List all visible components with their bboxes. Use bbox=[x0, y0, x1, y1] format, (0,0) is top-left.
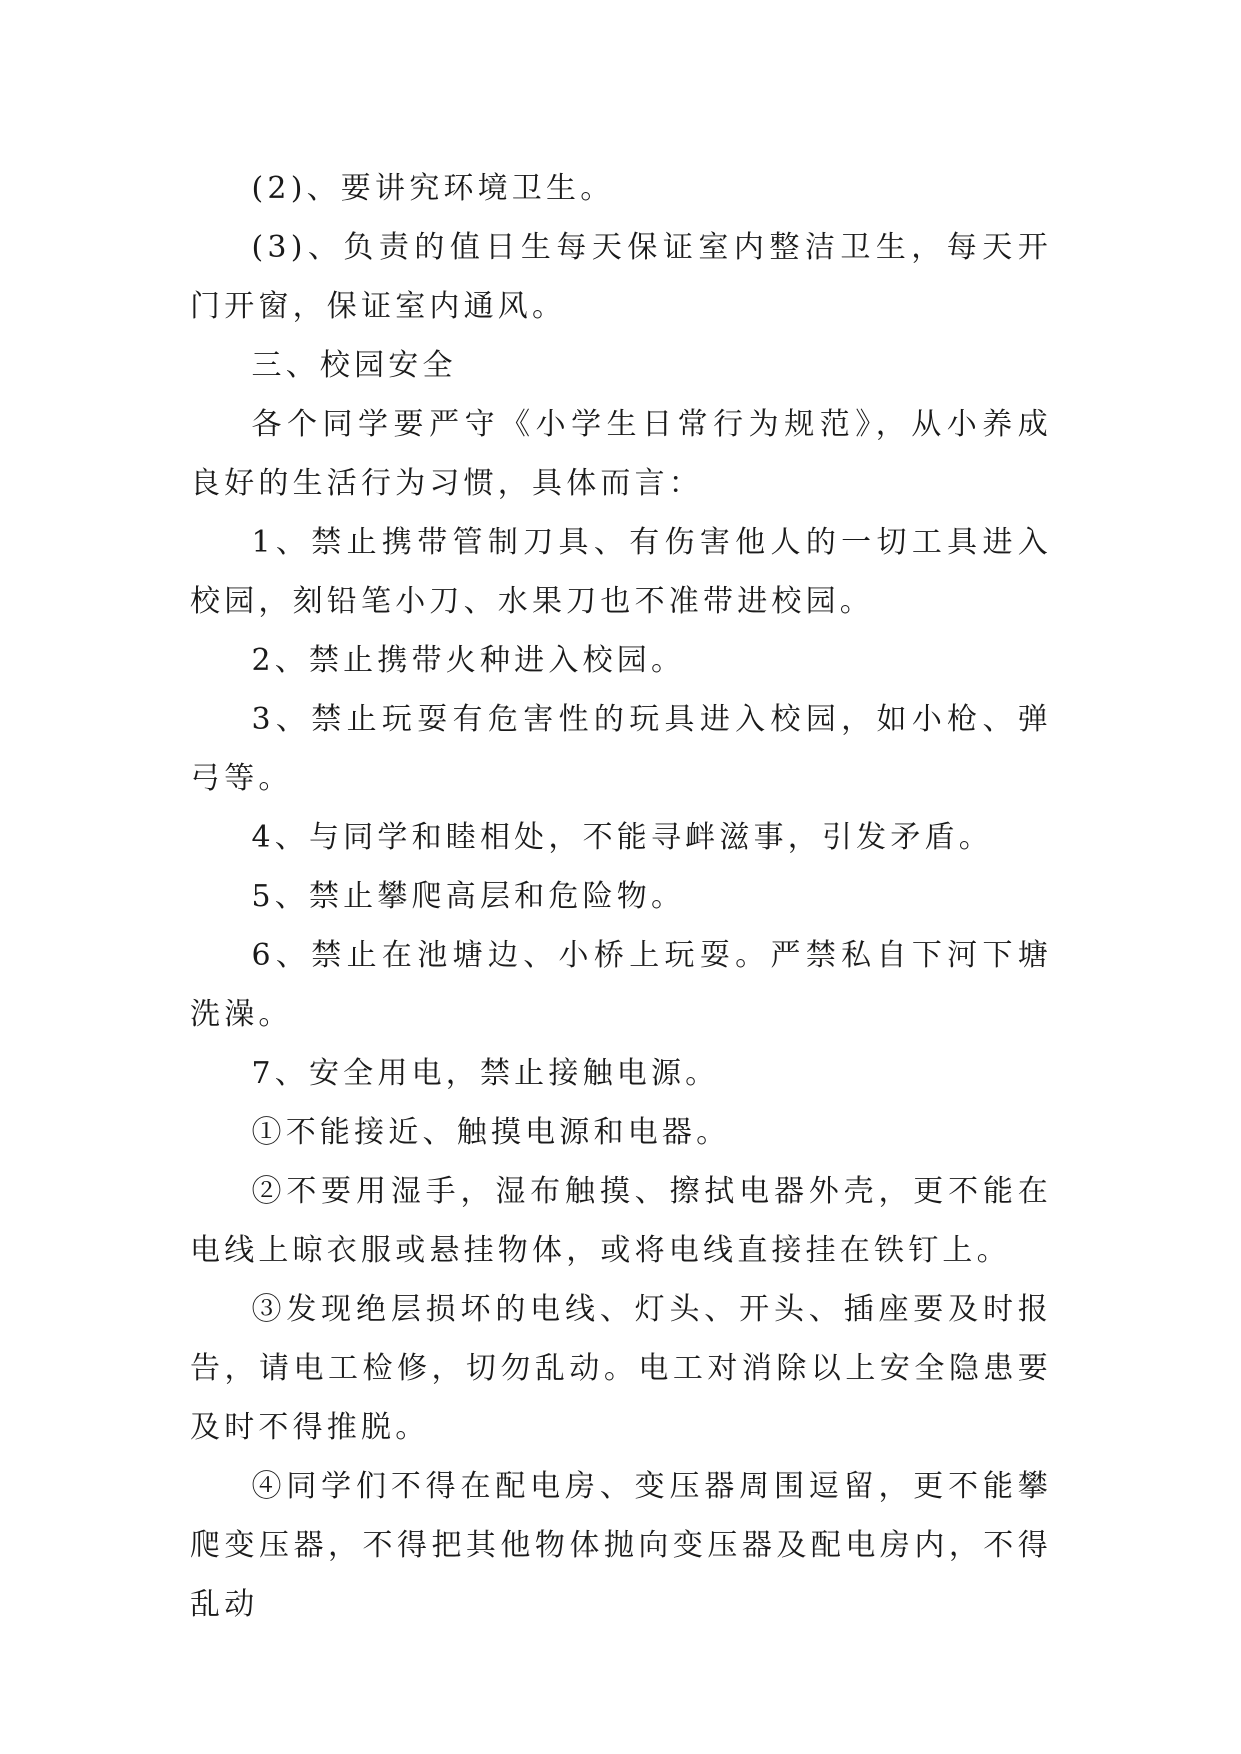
electric-rule-2: ②不要用湿手，湿布触摸、擦拭电器外壳，更不能在电线上晾衣服或悬挂物体，或将电线直接挂在铁钉上。 bbox=[190, 1174, 1052, 1268]
electric-rule-4: ④同学们不得在配电房、变压器周围逗留，更不能攀爬变压器，不得把其他物体抛向变压器及配电房内，不得乱动 bbox=[190, 1469, 1052, 1622]
document-body bbox=[190, 159, 1052, 1634]
paragraph-intro: 各个同学要严守《小学生日常行为规范》，从小养成良好的生活行为习惯，具体而言： bbox=[190, 407, 1052, 501]
rule-4: 4、与同学和睦相处，不能寻衅滋事，引发矛盾。 bbox=[251, 820, 993, 855]
paragraph-hygiene-3: (3)、负责的值日生每天保证室内整洁卫生，每天开门开窗，保证室内通风。 bbox=[190, 230, 1052, 324]
section-heading-campus-safety: 三、校园安全 bbox=[251, 348, 457, 383]
rule-2: 2、禁止携带火种进入校园。 bbox=[251, 643, 686, 678]
paragraph-hygiene-2: (2)、要讲究环境卫生。 bbox=[251, 171, 615, 206]
rule-3: 3、禁止玩耍有危害性的玩具进入校园，如小枪、弹弓等。 bbox=[190, 702, 1052, 796]
rule-5: 5、禁止攀爬高层和危险物。 bbox=[251, 879, 686, 914]
rule-7: 7、安全用电，禁止接触电源。 bbox=[251, 1056, 720, 1091]
electric-rule-1: ①不能接近、触摸电源和电器。 bbox=[251, 1115, 731, 1150]
rule-6: 6、禁止在池塘边、小桥上玩耍。严禁私自下河下塘洗澡。 bbox=[190, 938, 1052, 1032]
electric-rule-3: ③发现绝层损坏的电线、灯头、开头、插座要及时报告，请电工检修，切勿乱动。电工对消除以上安全隐患要及时不得推脱。 bbox=[190, 1292, 1052, 1445]
rule-1: 1、禁止携带管制刀具、有伤害他人的一切工具进入校园，刻铅笔小刀、水果刀也不准带进校园。 bbox=[190, 525, 1052, 619]
